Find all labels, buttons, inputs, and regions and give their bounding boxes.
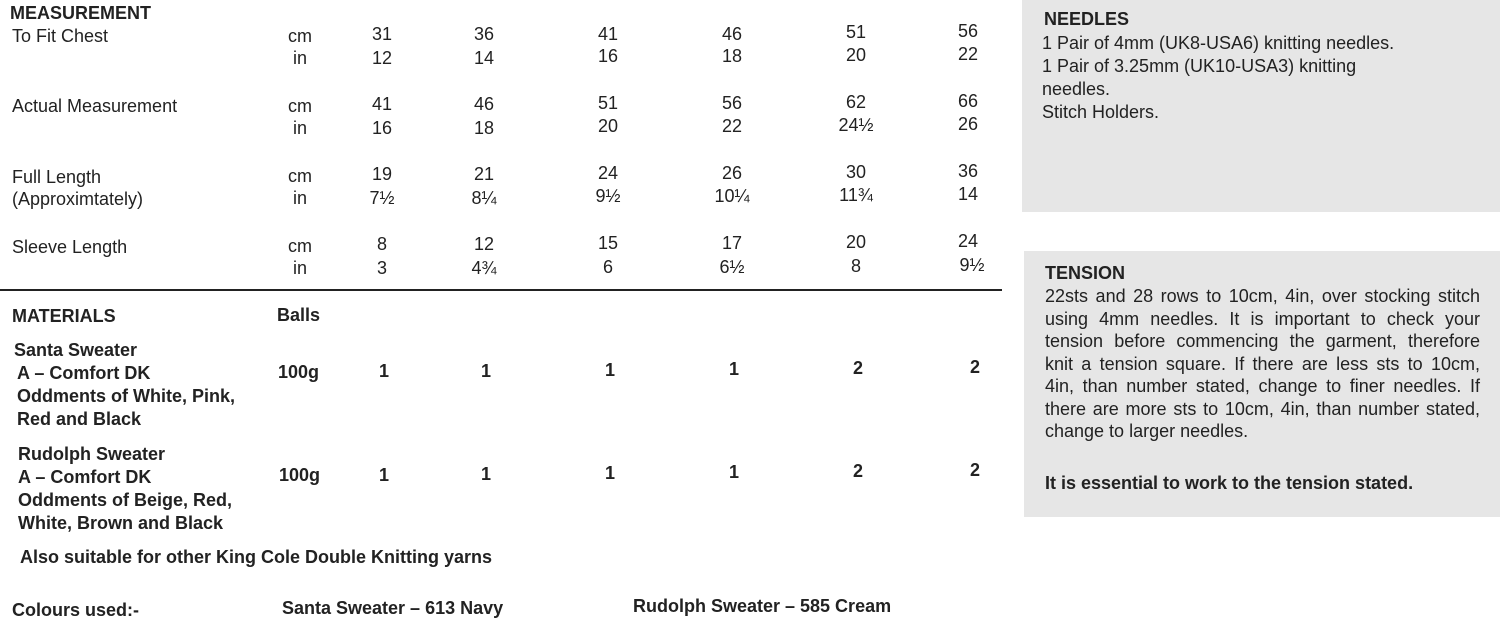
value-cell: 26 xyxy=(957,114,979,134)
value-cell: 21 xyxy=(473,164,495,184)
material-line: Oddments of White, Pink, xyxy=(17,386,236,406)
value-cell: 30 xyxy=(845,162,867,182)
value-cell: 14 xyxy=(473,48,495,68)
material-line: Red and Black xyxy=(17,409,142,429)
value-cell: 66 xyxy=(957,91,979,111)
value-cell: 10¼ xyxy=(714,186,750,206)
value-cell: 24½ xyxy=(838,115,874,135)
value-cell: 19 xyxy=(371,164,393,184)
value-cell: 51 xyxy=(845,22,867,42)
value-cell: 24 xyxy=(957,231,979,251)
value-cell: 22 xyxy=(957,44,979,64)
tension-emphasis: It is essential to work to the tension stated. xyxy=(1045,473,1414,493)
needles-line: needles. xyxy=(1042,79,1111,99)
value-cell: 15 xyxy=(597,233,619,253)
balls-cell: 2 xyxy=(852,358,863,378)
value-cell: 6 xyxy=(602,257,613,277)
value-cell: 8¼ xyxy=(471,188,497,208)
balls-cell: 2 xyxy=(969,460,980,480)
value-cell: 16 xyxy=(371,118,393,138)
row-label-to-fit-chest: To Fit Chest xyxy=(12,26,109,46)
row-label-actual-measurement: Actual Measurement xyxy=(12,96,178,116)
measurement-heading: MEASUREMENT xyxy=(10,3,152,23)
value-cell: 31 xyxy=(371,24,393,44)
material-line: A – Comfort DK xyxy=(18,467,152,487)
section-divider xyxy=(0,289,1002,291)
value-cell: 26 xyxy=(721,163,743,183)
unit-cm: cm xyxy=(288,236,312,256)
unit-in: in xyxy=(293,48,308,68)
value-cell: 7½ xyxy=(369,188,395,208)
value-cell: 41 xyxy=(597,24,619,44)
balls-cell: 1 xyxy=(728,359,739,379)
value-cell: 14 xyxy=(957,184,979,204)
value-cell: 11¾ xyxy=(839,185,873,205)
value-cell: 20 xyxy=(845,45,867,65)
tension-heading: TENSION xyxy=(1045,263,1126,283)
value-cell: 3 xyxy=(376,258,387,278)
value-cell: 18 xyxy=(721,46,743,66)
balls-cell: 2 xyxy=(969,357,980,377)
unit-in: in xyxy=(293,188,308,208)
value-cell: 17 xyxy=(721,233,743,253)
value-cell: 20 xyxy=(597,116,619,136)
value-cell: 36 xyxy=(957,161,979,181)
balls-label: Balls xyxy=(277,305,321,325)
row-label-approximately: (Approximtately) xyxy=(12,189,144,209)
also-suitable-note: Also suitable for other King Cole Double Knitting yarns xyxy=(20,547,493,567)
value-cell: 20 xyxy=(845,232,867,252)
value-cell: 41 xyxy=(371,94,393,114)
value-cell: 8 xyxy=(376,234,387,254)
needles-line: 1 Pair of 4mm (UK8-USA6) knitting needles. xyxy=(1042,33,1395,53)
materials-heading: MATERIALS xyxy=(12,306,116,326)
balls-cell: 1 xyxy=(480,361,491,381)
unit-cm: cm xyxy=(288,166,312,186)
needles-line: 1 Pair of 3.25mm (UK10-USA3) knitting xyxy=(1042,56,1357,76)
value-cell: 12 xyxy=(473,234,495,254)
value-cell: 62 xyxy=(845,92,867,112)
colour-santa: Santa Sweater – 613 Navy xyxy=(282,598,504,618)
value-cell: 36 xyxy=(473,24,495,44)
value-cell: 8 xyxy=(850,256,861,276)
material-line: Rudolph Sweater xyxy=(18,444,166,464)
value-cell: 6½ xyxy=(719,257,745,277)
unit-cm: cm xyxy=(288,96,312,116)
unit-in: in xyxy=(293,258,308,278)
value-cell: 22 xyxy=(721,116,743,136)
balls-cell: 2 xyxy=(852,461,863,481)
balls-cell: 1 xyxy=(728,462,739,482)
material-line: Oddments of Beige, Red, xyxy=(18,490,233,510)
material-weight: 100g xyxy=(279,465,321,485)
value-cell: 46 xyxy=(721,24,743,44)
material-line: A – Comfort DK xyxy=(17,363,151,383)
colours-used-label: Colours used:- xyxy=(12,600,140,620)
needles-line: Stitch Holders. xyxy=(1042,102,1160,122)
value-cell: 46 xyxy=(473,94,495,114)
balls-cell: 1 xyxy=(604,360,615,380)
balls-cell: 1 xyxy=(378,361,389,381)
value-cell: 12 xyxy=(371,48,393,68)
row-label-full-length: Full Length xyxy=(12,167,102,187)
tension-panel xyxy=(1024,251,1500,517)
value-cell: 16 xyxy=(597,46,619,66)
value-cell: 56 xyxy=(721,93,743,113)
value-cell: 4¾ xyxy=(471,258,497,278)
value-cell: 9½ xyxy=(959,255,985,275)
tension-body: 22sts and 28 rows to 10cm, 4in, over stocking stitch using 4mm needles. It is important to check your tension before commencing the garment, therefore knit a tension square. If there are less sts to 10cm, 4in, than number stated, change to finer needles. If there are more sts to 10cm, 4in, than number stated, change to larger needles. xyxy=(1045,286,1480,441)
value-cell: 56 xyxy=(957,21,979,41)
material-line: Santa Sweater xyxy=(14,340,138,360)
needles-heading: NEEDLES xyxy=(1044,9,1130,29)
material-line: White, Brown and Black xyxy=(18,513,224,533)
material-weight: 100g xyxy=(278,362,320,382)
colour-rudolph: Rudolph Sweater – 585 Cream xyxy=(633,596,892,616)
needles-panel xyxy=(1022,0,1500,212)
balls-cell: 1 xyxy=(480,464,491,484)
balls-cell: 1 xyxy=(378,465,389,485)
row-label-sleeve-length: Sleeve Length xyxy=(12,237,128,257)
balls-cell: 1 xyxy=(604,463,615,483)
unit-cm: cm xyxy=(288,26,312,46)
value-cell: 9½ xyxy=(595,186,621,206)
value-cell: 18 xyxy=(473,118,495,138)
value-cell: 51 xyxy=(597,93,619,113)
value-cell: 24 xyxy=(597,163,619,183)
unit-in: in xyxy=(293,118,308,138)
